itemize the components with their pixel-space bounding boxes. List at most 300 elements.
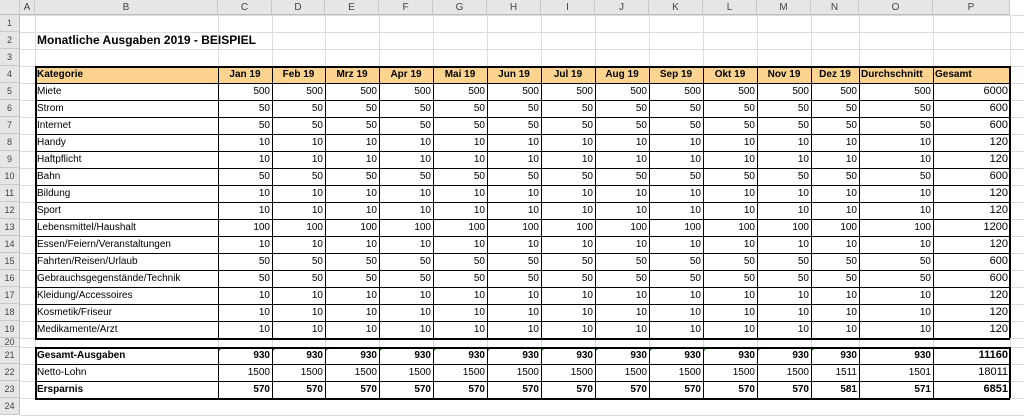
- category-label[interactable]: Kosmetik/Friseur: [37, 307, 113, 318]
- category-label[interactable]: Internet: [37, 120, 71, 131]
- summary-value[interactable]: 930: [738, 350, 755, 361]
- value-cell[interactable]: 10: [635, 324, 647, 335]
- value-cell[interactable]: 50: [689, 273, 701, 284]
- value-cell[interactable]: 10: [581, 324, 593, 335]
- value-cell[interactable]: 50: [919, 273, 931, 284]
- value-cell[interactable]: 50: [258, 256, 270, 267]
- value-cell[interactable]: 50: [311, 103, 323, 114]
- value-cell[interactable]: 10: [311, 137, 323, 148]
- value-cell[interactable]: 120: [989, 136, 1008, 148]
- value-cell[interactable]: 10: [311, 307, 323, 318]
- column-header[interactable]: H: [487, 0, 541, 15]
- header-cell[interactable]: Okt 19: [714, 69, 746, 80]
- value-cell[interactable]: 50: [258, 103, 270, 114]
- value-cell[interactable]: 50: [365, 103, 377, 114]
- value-cell[interactable]: 10: [919, 239, 931, 250]
- column-header[interactable]: M: [757, 0, 811, 15]
- value-cell[interactable]: 10: [581, 239, 593, 250]
- value-cell[interactable]: 50: [797, 103, 809, 114]
- value-cell[interactable]: 10: [527, 324, 539, 335]
- value-cell[interactable]: 10: [797, 188, 809, 199]
- summary-label[interactable]: Ersparnis: [37, 384, 84, 395]
- value-cell[interactable]: 10: [919, 137, 931, 148]
- value-cell[interactable]: 10: [689, 154, 701, 165]
- value-cell[interactable]: 10: [845, 137, 857, 148]
- value-cell[interactable]: 10: [258, 188, 270, 199]
- summary-value[interactable]: 1500: [786, 367, 809, 378]
- value-cell[interactable]: 50: [743, 256, 755, 267]
- row-header[interactable]: 21: [0, 347, 20, 364]
- category-label[interactable]: Kleidung/Accessoires: [37, 290, 133, 301]
- row-header[interactable]: 13: [0, 219, 20, 236]
- value-cell[interactable]: 10: [919, 307, 931, 318]
- summary-value[interactable]: 1500: [678, 367, 701, 378]
- summary-value[interactable]: 1500: [570, 367, 593, 378]
- row-header[interactable]: 11: [0, 185, 20, 202]
- value-cell[interactable]: 50: [919, 120, 931, 131]
- column-header[interactable]: J: [595, 0, 649, 15]
- value-cell[interactable]: 50: [845, 120, 857, 131]
- value-cell[interactable]: 10: [258, 154, 270, 165]
- summary-value[interactable]: 1511: [835, 367, 857, 378]
- value-cell[interactable]: 100: [738, 222, 755, 233]
- value-cell[interactable]: 500: [630, 86, 647, 97]
- value-cell[interactable]: 10: [743, 154, 755, 165]
- summary-value[interactable]: 570: [414, 384, 431, 395]
- column-header[interactable]: N: [811, 0, 859, 15]
- value-cell[interactable]: 10: [258, 239, 270, 250]
- value-cell[interactable]: 10: [919, 324, 931, 335]
- category-label[interactable]: Bildung: [37, 188, 71, 199]
- column-header[interactable]: B: [35, 0, 218, 15]
- value-cell[interactable]: 10: [689, 188, 701, 199]
- value-cell[interactable]: 50: [473, 103, 485, 114]
- value-cell[interactable]: 10: [365, 239, 377, 250]
- summary-value[interactable]: 11160: [978, 349, 1008, 361]
- summary-value[interactable]: 1500: [300, 367, 323, 378]
- select-all-corner[interactable]: [0, 0, 20, 15]
- category-label[interactable]: Miete: [37, 86, 62, 97]
- summary-value[interactable]: 930: [360, 350, 377, 361]
- value-cell[interactable]: 50: [419, 273, 431, 284]
- value-cell[interactable]: 50: [919, 103, 931, 114]
- value-cell[interactable]: 10: [311, 188, 323, 199]
- value-cell[interactable]: 50: [581, 256, 593, 267]
- summary-value[interactable]: 930: [414, 350, 431, 361]
- value-cell[interactable]: 10: [581, 154, 593, 165]
- value-cell[interactable]: 50: [845, 171, 857, 182]
- value-cell[interactable]: 10: [581, 188, 593, 199]
- summary-value[interactable]: 1500: [516, 367, 539, 378]
- header-cell[interactable]: Mrz 19: [336, 69, 368, 80]
- value-cell[interactable]: 500: [738, 86, 755, 97]
- value-cell[interactable]: 600: [989, 119, 1008, 131]
- row-header[interactable]: 12: [0, 202, 20, 219]
- value-cell[interactable]: 50: [419, 103, 431, 114]
- value-cell[interactable]: 10: [365, 324, 377, 335]
- value-cell[interactable]: 10: [919, 188, 931, 199]
- value-cell[interactable]: 10: [845, 307, 857, 318]
- value-cell[interactable]: 10: [919, 205, 931, 216]
- value-cell[interactable]: 10: [473, 137, 485, 148]
- value-cell[interactable]: 10: [258, 307, 270, 318]
- header-cell[interactable]: Feb 19: [282, 69, 315, 80]
- row-header[interactable]: 15: [0, 253, 20, 270]
- summary-value[interactable]: 1501: [908, 367, 931, 378]
- value-cell[interactable]: 50: [311, 171, 323, 182]
- row-header[interactable]: 16: [0, 270, 20, 287]
- value-cell[interactable]: 50: [797, 256, 809, 267]
- value-cell[interactable]: 50: [527, 256, 539, 267]
- column-header[interactable]: E: [325, 0, 379, 15]
- row-header[interactable]: 10: [0, 168, 20, 185]
- value-cell[interactable]: 500: [522, 86, 539, 97]
- value-cell[interactable]: 50: [797, 171, 809, 182]
- value-cell[interactable]: 10: [689, 290, 701, 301]
- summary-value[interactable]: 1500: [732, 367, 755, 378]
- value-cell[interactable]: 10: [845, 239, 857, 250]
- value-cell[interactable]: 500: [306, 86, 323, 97]
- value-cell[interactable]: 10: [581, 307, 593, 318]
- value-cell[interactable]: 50: [527, 273, 539, 284]
- value-cell[interactable]: 50: [311, 120, 323, 131]
- value-cell[interactable]: 10: [797, 137, 809, 148]
- value-cell[interactable]: 50: [258, 273, 270, 284]
- value-cell[interactable]: 50: [635, 103, 647, 114]
- value-cell[interactable]: 50: [473, 120, 485, 131]
- row-header[interactable]: 8: [0, 134, 20, 151]
- row-header[interactable]: 14: [0, 236, 20, 253]
- column-header[interactable]: L: [703, 0, 757, 15]
- summary-label[interactable]: Gesamt-Ausgaben: [37, 350, 126, 361]
- header-cell[interactable]: Jun 19: [498, 69, 530, 80]
- row-header[interactable]: 5: [0, 83, 20, 100]
- value-cell[interactable]: 50: [689, 171, 701, 182]
- value-cell[interactable]: 10: [845, 188, 857, 199]
- value-cell[interactable]: 10: [689, 239, 701, 250]
- value-cell[interactable]: 50: [581, 103, 593, 114]
- value-cell[interactable]: 10: [797, 307, 809, 318]
- value-cell[interactable]: 500: [414, 86, 431, 97]
- value-cell[interactable]: 10: [845, 154, 857, 165]
- summary-value[interactable]: 570: [630, 384, 647, 395]
- row-header[interactable]: 4: [0, 66, 20, 83]
- row-header[interactable]: 22: [0, 364, 20, 381]
- value-cell[interactable]: 50: [743, 103, 755, 114]
- value-cell[interactable]: 10: [311, 154, 323, 165]
- value-cell[interactable]: 50: [919, 256, 931, 267]
- value-cell[interactable]: 10: [258, 137, 270, 148]
- value-cell[interactable]: 500: [684, 86, 701, 97]
- value-cell[interactable]: 50: [419, 256, 431, 267]
- summary-value[interactable]: 570: [468, 384, 485, 395]
- value-cell[interactable]: 120: [989, 153, 1008, 165]
- value-cell[interactable]: 10: [473, 290, 485, 301]
- value-cell[interactable]: 10: [527, 205, 539, 216]
- summary-value[interactable]: 1500: [624, 367, 647, 378]
- value-cell[interactable]: 10: [743, 307, 755, 318]
- value-cell[interactable]: 10: [419, 290, 431, 301]
- value-cell[interactable]: 500: [914, 86, 931, 97]
- value-cell[interactable]: 600: [989, 102, 1008, 114]
- value-cell[interactable]: 10: [689, 137, 701, 148]
- value-cell[interactable]: 100: [684, 222, 701, 233]
- value-cell[interactable]: 6000: [983, 85, 1008, 97]
- category-label[interactable]: Medikamente/Arzt: [37, 324, 118, 335]
- value-cell[interactable]: 50: [527, 171, 539, 182]
- summary-label[interactable]: Netto-Lohn: [37, 367, 87, 378]
- header-cell[interactable]: Gesamt: [935, 69, 972, 80]
- column-header[interactable]: G: [433, 0, 487, 15]
- value-cell[interactable]: 10: [419, 205, 431, 216]
- value-cell[interactable]: 10: [527, 154, 539, 165]
- summary-value[interactable]: 1500: [247, 367, 270, 378]
- value-cell[interactable]: 10: [743, 239, 755, 250]
- value-cell[interactable]: 10: [743, 324, 755, 335]
- header-cell[interactable]: Aug 19: [605, 69, 639, 80]
- value-cell[interactable]: 10: [635, 205, 647, 216]
- value-cell[interactable]: 50: [689, 103, 701, 114]
- row-header[interactable]: 2: [0, 32, 20, 49]
- row-header[interactable]: 6: [0, 100, 20, 117]
- header-cell[interactable]: Apr 19: [390, 69, 422, 80]
- value-cell[interactable]: 50: [258, 171, 270, 182]
- value-cell[interactable]: 10: [527, 188, 539, 199]
- value-cell[interactable]: 10: [419, 307, 431, 318]
- summary-value[interactable]: 930: [522, 350, 539, 361]
- summary-value[interactable]: 6851: [983, 383, 1008, 395]
- value-cell[interactable]: 10: [311, 290, 323, 301]
- value-cell[interactable]: 120: [989, 306, 1008, 318]
- summary-value[interactable]: 570: [306, 384, 323, 395]
- value-cell[interactable]: 10: [527, 239, 539, 250]
- header-cell[interactable]: Dez 19: [819, 69, 851, 80]
- value-cell[interactable]: 10: [527, 137, 539, 148]
- column-header[interactable]: C: [218, 0, 272, 15]
- value-cell[interactable]: 50: [473, 256, 485, 267]
- value-cell[interactable]: 10: [365, 290, 377, 301]
- column-header[interactable]: P: [933, 0, 1010, 15]
- row-header[interactable]: 18: [0, 304, 20, 321]
- value-cell[interactable]: 10: [419, 188, 431, 199]
- summary-value[interactable]: 570: [253, 384, 270, 395]
- value-cell[interactable]: 50: [419, 120, 431, 131]
- value-cell[interactable]: 10: [635, 188, 647, 199]
- value-cell[interactable]: 10: [365, 154, 377, 165]
- value-cell[interactable]: 600: [989, 170, 1008, 182]
- value-cell[interactable]: 50: [635, 120, 647, 131]
- value-cell[interactable]: 100: [792, 222, 809, 233]
- value-cell[interactable]: 10: [689, 205, 701, 216]
- value-cell[interactable]: 10: [527, 290, 539, 301]
- value-cell[interactable]: 600: [989, 255, 1008, 267]
- value-cell[interactable]: 10: [581, 137, 593, 148]
- summary-value[interactable]: 570: [684, 384, 701, 395]
- summary-value[interactable]: 1500: [462, 367, 485, 378]
- row-header[interactable]: 19: [0, 321, 20, 338]
- value-cell[interactable]: 10: [635, 154, 647, 165]
- value-cell[interactable]: 10: [919, 290, 931, 301]
- value-cell[interactable]: 50: [743, 171, 755, 182]
- value-cell[interactable]: 100: [306, 222, 323, 233]
- value-cell[interactable]: 50: [419, 171, 431, 182]
- category-label[interactable]: Strom: [37, 103, 64, 114]
- category-label[interactable]: Fahrten/Reisen/Urlaub: [37, 256, 138, 267]
- header-cell[interactable]: Durchschnitt: [861, 69, 923, 80]
- value-cell[interactable]: 500: [792, 86, 809, 97]
- value-cell[interactable]: 50: [473, 273, 485, 284]
- row-header[interactable]: 7: [0, 117, 20, 134]
- value-cell[interactable]: 100: [468, 222, 485, 233]
- value-cell[interactable]: 1200: [983, 221, 1008, 233]
- value-cell[interactable]: 50: [527, 103, 539, 114]
- value-cell[interactable]: 10: [743, 290, 755, 301]
- header-kategorie[interactable]: Kategorie: [37, 69, 84, 80]
- value-cell[interactable]: 10: [635, 137, 647, 148]
- row-header[interactable]: 23: [0, 381, 20, 398]
- summary-value[interactable]: 930: [684, 350, 701, 361]
- value-cell[interactable]: 10: [635, 307, 647, 318]
- value-cell[interactable]: 50: [635, 256, 647, 267]
- value-cell[interactable]: 100: [414, 222, 431, 233]
- value-cell[interactable]: 50: [845, 256, 857, 267]
- summary-value[interactable]: 570: [792, 384, 809, 395]
- value-cell[interactable]: 10: [581, 205, 593, 216]
- summary-value[interactable]: 570: [738, 384, 755, 395]
- value-cell[interactable]: 50: [743, 120, 755, 131]
- value-cell[interactable]: 10: [797, 290, 809, 301]
- value-cell[interactable]: 10: [845, 290, 857, 301]
- value-cell[interactable]: 50: [581, 171, 593, 182]
- value-cell[interactable]: 50: [365, 171, 377, 182]
- summary-value[interactable]: 581: [840, 384, 857, 395]
- value-cell[interactable]: 500: [253, 86, 270, 97]
- value-cell[interactable]: 10: [365, 307, 377, 318]
- value-cell[interactable]: 500: [468, 86, 485, 97]
- column-header[interactable]: O: [859, 0, 933, 15]
- value-cell[interactable]: 10: [473, 188, 485, 199]
- summary-value[interactable]: 18011: [978, 366, 1008, 378]
- column-header[interactable]: F: [379, 0, 433, 15]
- value-cell[interactable]: 50: [258, 120, 270, 131]
- value-cell[interactable]: 500: [576, 86, 593, 97]
- summary-value[interactable]: 930: [253, 350, 270, 361]
- value-cell[interactable]: 50: [581, 120, 593, 131]
- summary-value[interactable]: 570: [522, 384, 539, 395]
- value-cell[interactable]: 10: [419, 324, 431, 335]
- header-cell[interactable]: Sep 19: [659, 69, 693, 80]
- value-cell[interactable]: 50: [635, 273, 647, 284]
- value-cell[interactable]: 10: [311, 239, 323, 250]
- value-cell[interactable]: 600: [989, 272, 1008, 284]
- value-cell[interactable]: 50: [365, 120, 377, 131]
- value-cell[interactable]: 10: [419, 154, 431, 165]
- category-label[interactable]: Bahn: [37, 171, 61, 182]
- value-cell[interactable]: 50: [365, 273, 377, 284]
- value-cell[interactable]: 10: [473, 239, 485, 250]
- value-cell[interactable]: 100: [522, 222, 539, 233]
- category-label[interactable]: Gebrauchsgegenstände/Technik: [37, 273, 181, 284]
- summary-value[interactable]: 570: [360, 384, 377, 395]
- value-cell[interactable]: 50: [311, 273, 323, 284]
- value-cell[interactable]: 50: [527, 120, 539, 131]
- value-cell[interactable]: 100: [576, 222, 593, 233]
- value-cell[interactable]: 120: [989, 204, 1008, 216]
- value-cell[interactable]: 10: [473, 205, 485, 216]
- value-cell[interactable]: 10: [311, 205, 323, 216]
- row-header[interactable]: 9: [0, 151, 20, 168]
- value-cell[interactable]: 120: [989, 289, 1008, 301]
- summary-value[interactable]: 930: [576, 350, 593, 361]
- value-cell[interactable]: 10: [258, 205, 270, 216]
- value-cell[interactable]: 10: [743, 205, 755, 216]
- value-cell[interactable]: 100: [360, 222, 377, 233]
- value-cell[interactable]: 50: [689, 256, 701, 267]
- value-cell[interactable]: 10: [473, 324, 485, 335]
- value-cell[interactable]: 50: [845, 273, 857, 284]
- value-cell[interactable]: 100: [630, 222, 647, 233]
- value-cell[interactable]: 10: [581, 290, 593, 301]
- row-header[interactable]: 24: [0, 398, 20, 415]
- value-cell[interactable]: 10: [689, 307, 701, 318]
- value-cell[interactable]: 10: [743, 137, 755, 148]
- value-cell[interactable]: 10: [258, 324, 270, 335]
- value-cell[interactable]: 50: [743, 273, 755, 284]
- summary-value[interactable]: 570: [576, 384, 593, 395]
- value-cell[interactable]: 100: [914, 222, 931, 233]
- column-header[interactable]: D: [272, 0, 325, 15]
- header-cell[interactable]: Jul 19: [553, 69, 583, 80]
- summary-value[interactable]: 1500: [408, 367, 431, 378]
- summary-value[interactable]: 930: [468, 350, 485, 361]
- value-cell[interactable]: 50: [797, 120, 809, 131]
- category-label[interactable]: Essen/Feiern/Veranstaltungen: [37, 239, 171, 250]
- category-label[interactable]: Lebensmittel/Haushalt: [37, 222, 136, 233]
- value-cell[interactable]: 10: [365, 205, 377, 216]
- header-cell[interactable]: Mai 19: [444, 69, 476, 80]
- value-cell[interactable]: 10: [419, 239, 431, 250]
- category-label[interactable]: Haftpflicht: [37, 154, 82, 165]
- column-header[interactable]: I: [541, 0, 595, 15]
- value-cell[interactable]: 50: [635, 171, 647, 182]
- value-cell[interactable]: 120: [989, 238, 1008, 250]
- value-cell[interactable]: 50: [689, 120, 701, 131]
- column-header[interactable]: K: [649, 0, 703, 15]
- value-cell[interactable]: 10: [845, 324, 857, 335]
- summary-value[interactable]: 930: [792, 350, 809, 361]
- row-header[interactable]: 17: [0, 287, 20, 304]
- value-cell[interactable]: 50: [919, 171, 931, 182]
- summary-value[interactable]: 930: [306, 350, 323, 361]
- value-cell[interactable]: 10: [365, 188, 377, 199]
- value-cell[interactable]: 500: [360, 86, 377, 97]
- header-cell[interactable]: Jan 19: [229, 69, 261, 80]
- value-cell[interactable]: 10: [473, 307, 485, 318]
- value-cell[interactable]: 10: [635, 239, 647, 250]
- value-cell[interactable]: 50: [473, 171, 485, 182]
- value-cell[interactable]: 10: [365, 137, 377, 148]
- value-cell[interactable]: 100: [253, 222, 270, 233]
- header-cell[interactable]: Nov 19: [767, 69, 801, 80]
- value-cell[interactable]: 10: [419, 137, 431, 148]
- value-cell[interactable]: 500: [840, 86, 857, 97]
- value-cell[interactable]: 10: [527, 307, 539, 318]
- value-cell[interactable]: 50: [581, 273, 593, 284]
- value-cell[interactable]: 10: [845, 205, 857, 216]
- value-cell[interactable]: 50: [365, 256, 377, 267]
- value-cell[interactable]: 100: [840, 222, 857, 233]
- value-cell[interactable]: 10: [635, 290, 647, 301]
